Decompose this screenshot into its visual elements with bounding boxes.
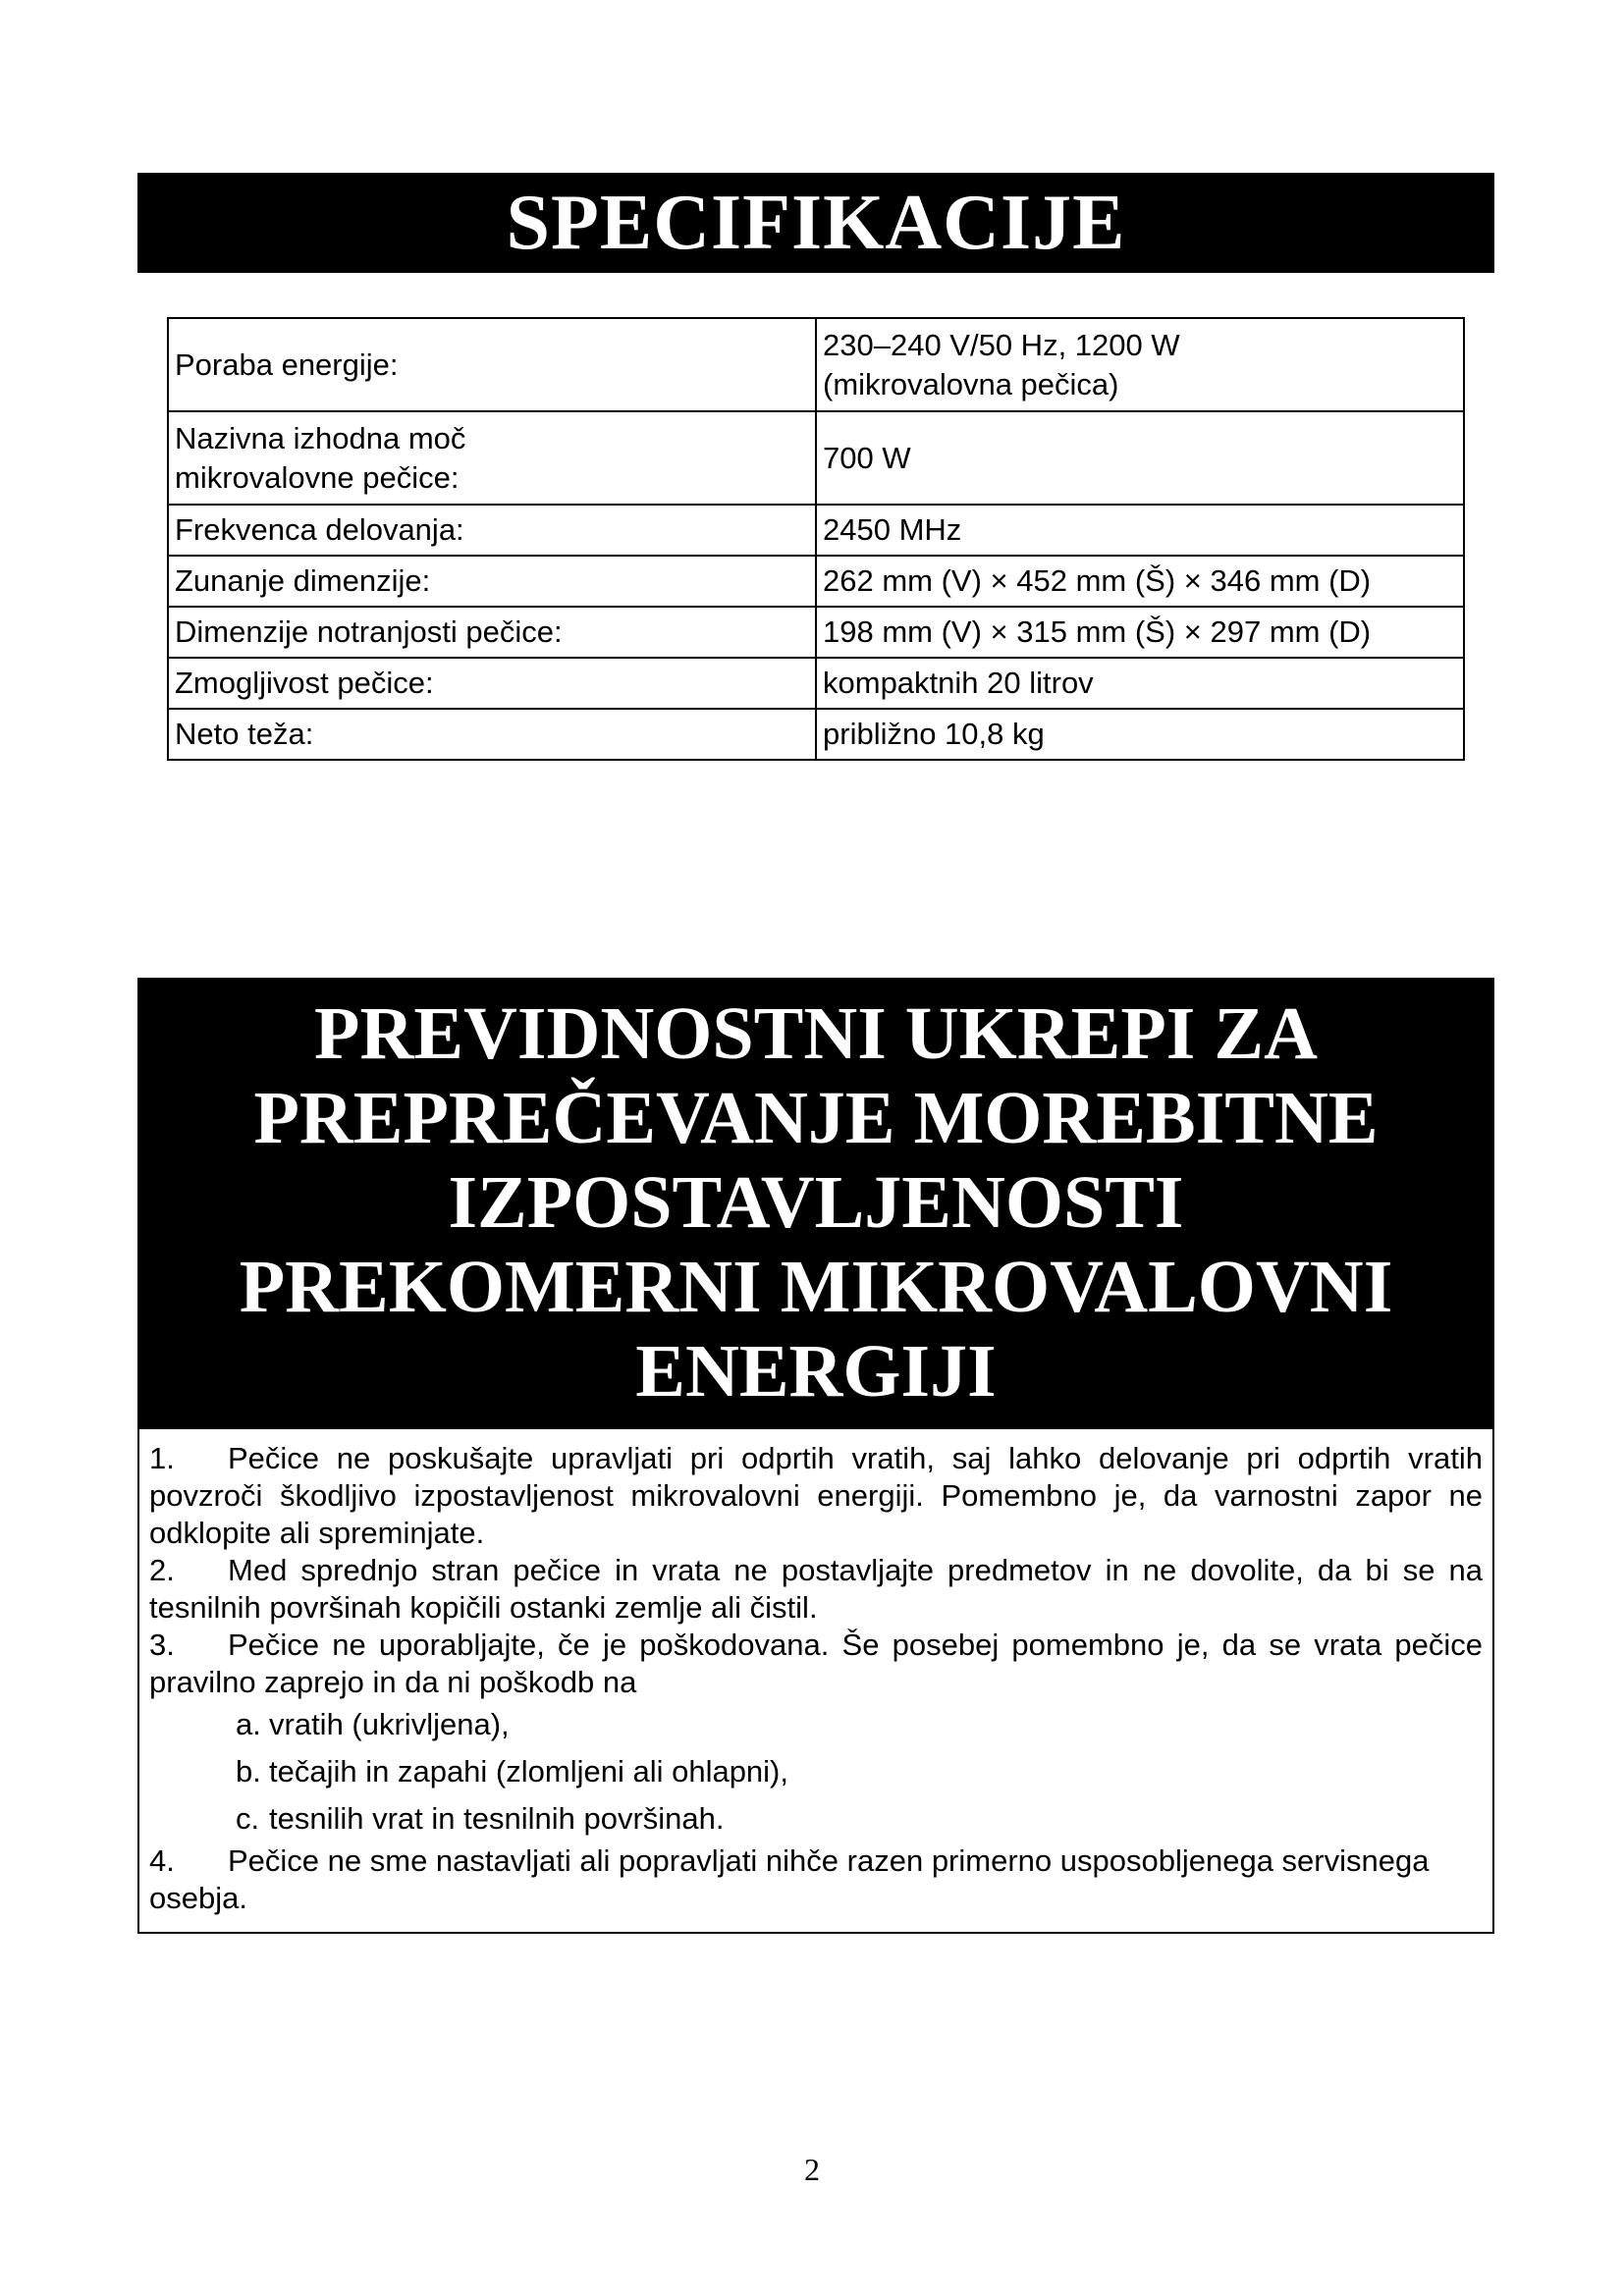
table-row <box>168 411 1464 505</box>
spec-label: Poraba energije: <box>168 318 816 411</box>
list-item <box>149 1552 1483 1627</box>
sub-item-letter: a. <box>236 1707 261 1741</box>
spec-value <box>816 318 1464 411</box>
table-row <box>168 505 1464 556</box>
list-item <box>149 1440 1483 1552</box>
item-number: 1. <box>149 1441 175 1475</box>
sub-list-item <box>236 1701 1483 1748</box>
spec-table <box>167 317 1465 761</box>
item-text: Med sprednjo stran pečice in vrata ne postavljajte predmetov in ne dovolite, da bi se na tesnilnih površinah kopičili ostanki zemlje ali čistil. <box>149 1553 1483 1625</box>
precautions-box <box>137 1429 1494 1934</box>
spec-label: Neto teža: <box>168 709 816 760</box>
spec-heading: SPECIFIKACIJE <box>137 173 1494 273</box>
list-item <box>149 1842 1483 1917</box>
item-text: Pečice ne poskušajte upravljati pri odprtih vratih, saj lahko delovanje pri odprtih vratih povzroči škodljivo izpostavljenost mikrovalovni energiji. Pomembno je, da varnostni zapor ne odklopite ali spreminjate. <box>149 1441 1483 1550</box>
heading-line: PREKOMERNI MIKROVALOVNI <box>239 1246 1393 1328</box>
item-text: Pečice ne sme nastavljati ali popravljati nihče razen primerno usposobljenega servisnega osebja. <box>149 1843 1430 1915</box>
spec-label: Frekvenca delovanja: <box>168 505 816 556</box>
sub-item-text: tesnilih vrat in tesnilnih površinah. <box>269 1801 725 1836</box>
precautions-heading <box>137 978 1494 1429</box>
spec-value: 700 W <box>816 411 1464 505</box>
item-text: Pečice ne uporabljajte, če je poškodovana. Še posebej pomembno je, da se vrata pečice pravilno zaprejo in da ni poškodb na <box>149 1628 1483 1699</box>
spec-label: Dimenzije notranjosti pečice: <box>168 607 816 658</box>
sub-list-item <box>236 1795 1483 1842</box>
spec-label <box>168 411 816 505</box>
sub-item-letter: b. <box>236 1754 261 1789</box>
spec-label: Zmogljivost pečice: <box>168 658 816 709</box>
sub-item-text: tečajih in zapahi (zlomljeni ali ohlapni), <box>269 1754 788 1789</box>
table-row <box>168 318 1464 411</box>
item-number: 4. <box>149 1843 175 1878</box>
heading-line: PREVIDNOSTNI UKREPI ZA <box>314 992 1318 1075</box>
table-row <box>168 709 1464 760</box>
table-row <box>168 556 1464 607</box>
spec-value: 2450 MHz <box>816 505 1464 556</box>
sub-item-text: vratih (ukrivljena), <box>269 1707 510 1741</box>
heading-line: IZPOSTAVLJENOSTI <box>448 1161 1184 1244</box>
spec-value: 262 mm (V) × 452 mm (Š) × 346 mm (D) <box>816 556 1464 607</box>
table-row <box>168 607 1464 658</box>
heading-line: PREPREČEVANJE MOREBITNE <box>253 1077 1379 1159</box>
spec-label: Zunanje dimenzije: <box>168 556 816 607</box>
spec-label-line: Nazivna izhodna moč <box>175 420 466 455</box>
page-number: 2 <box>804 2152 820 2187</box>
table-row <box>168 658 1464 709</box>
spec-value-line: (mikrovalovna pečica) <box>823 366 1119 401</box>
spec-value: 198 mm (V) × 315 mm (Š) × 297 mm (D) <box>816 607 1464 658</box>
item-number: 2. <box>149 1553 175 1587</box>
spec-value-line: 230–240 V/50 Hz, 1200 W <box>823 327 1180 362</box>
spec-label-line: mikrovalovne pečice: <box>175 459 460 495</box>
spec-value: približno 10,8 kg <box>816 709 1464 760</box>
item-number: 3. <box>149 1628 175 1662</box>
sub-list-item <box>236 1748 1483 1795</box>
sub-item-letter: c. <box>236 1801 260 1836</box>
spec-value: kompaktnih 20 litrov <box>816 658 1464 709</box>
list-item <box>149 1627 1483 1701</box>
heading-line: ENERGIJI <box>635 1330 997 1413</box>
